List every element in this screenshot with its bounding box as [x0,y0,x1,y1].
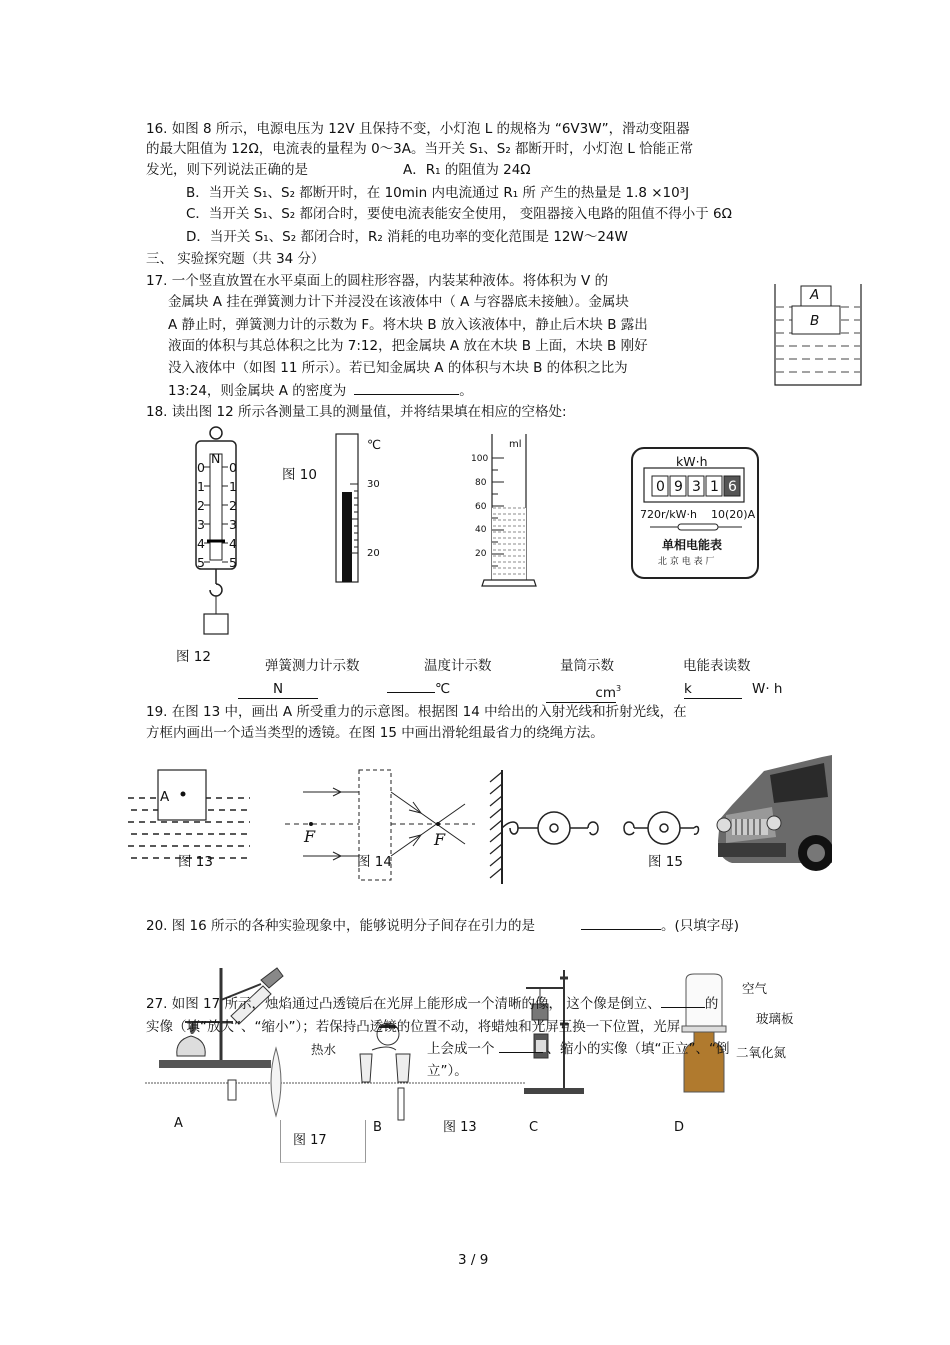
q17-line6-end: 。 [459,383,473,399]
q16-option-d: D．当开关 S₁、S₂ 都闭合时，R₂ 消耗的电功率的变化范围是 12W～24W [186,229,628,245]
q27-blank2[interactable] [499,1052,543,1053]
q27-line3-text: 上会成一个 [427,1041,495,1057]
q16-line3: 发光，则下列说法正确的是 [146,162,308,178]
meter-maker: 北 京 电 表 厂 [658,557,715,567]
q17-line3: A 静止时，弹簧测力计的示数为 F。将木块 B 放入该液体中，静止后木块 B 露出 [168,317,648,333]
fig11-label-a: A [810,287,820,303]
q27-line2: 实像（填“放大”、“缩小”）；若保持凸透镜的位置不动，将蜡烛和光屏互换一下位置，光屏 [146,1019,681,1035]
q19-line2: 方框内画出一个适当类型的透镜。在图 15 中画出滑轮组最省力的绕绳方法。 [146,725,604,741]
thermo-30: 30 [367,479,380,490]
q20-line1 [146,917,739,935]
fig10-label: 图 10 [282,467,317,483]
caption-fig13: 图 13 [443,1120,477,1135]
caption-d: D [674,1120,685,1135]
q27-line1-text: 27. 如图 17 所示，烛焰通过凸透镜后在光屏上能形成一个清晰的像， 这个像是倒立、 [146,996,661,1012]
spring-tick-l0: 0 [197,460,205,475]
cyl-40: 40 [475,525,487,535]
fig13-label-a: A [160,789,170,805]
thermo-20: 20 [367,548,380,559]
fig13-caption: 图 13 [178,854,213,870]
cyl-unit: ml [509,439,522,450]
meter-digit-1: 9 [674,479,683,495]
answer-meter-k: k [684,680,742,699]
meter-digit-0: 0 [656,479,665,495]
label-temp: 温度计示数 [424,658,492,674]
spring-tick-r5: 5 [229,555,237,570]
car-image [712,745,832,873]
q17-answer-blank[interactable] [354,394,459,395]
q27-line3-mid: 、缩小的实像（填“正立”、“倒 [546,1041,730,1057]
meter-digit-2: 3 [692,479,701,495]
answer-cyl[interactable] [546,680,621,703]
label-air: 空气 [742,981,768,996]
meter-spec1: 720r/kW·h [640,508,697,521]
caption-c: C [529,1120,539,1135]
spring-tick-l3: 3 [197,517,205,532]
caption-a: A [174,1116,183,1131]
meter-name: 单相电能表 [662,538,723,552]
spring-tick-l5: 5 [197,555,205,570]
q17-line6-text: 13:24，则金属块 A 的密度为 [168,383,347,399]
q27-line1 [146,995,718,1013]
answer-meter[interactable] [684,680,783,699]
label-hot-water: 热水 [311,1042,337,1057]
candle [226,1074,238,1102]
answer-cyl-sup: 3 [616,684,622,693]
q16-line2: 的最大阻值为 12Ω，电流表的量程为 0～3A。当开关 S₁、S₂ 都断开时，小灯泡 L 恰能正常 [146,141,694,157]
optical-bench-line [145,1080,525,1086]
label-spring: 弹簧测力计示数 [265,658,360,674]
spring-scale-n: N [211,451,221,466]
cyl-100: 100 [471,454,489,464]
q16-option-b: B．当开关 S₁、S₂ 都断开时，在 10min 内电流通过 R₁ 所 产生的热量是 1.8 ×10³J [186,185,690,201]
q16-line1: 16. 如图 8 所示，电源电压为 12V 且保持不变，小灯泡 L 的规格为 “6V3W”，滑动变阻器 [146,121,690,137]
q17-line2: 金属块 A 挂在弹簧测力计下并浸没在该液体中（ A 与容器底未接触）。金属块 [168,294,629,310]
meter-spec2: 10(20)A [711,508,756,521]
q17-line4: 液面的体积与其总体积之比为 7:12，把金属块 A 放在木块 B 上面，木块 B 刚好 [168,338,648,354]
meter-unit: kW·h [676,454,708,469]
label-no2: 二氧化氮 [736,1045,787,1060]
page-number: 3 / 9 [458,1252,489,1268]
label-cyl: 量筒示数 [560,658,614,674]
q17-line5: 没入液体中（如图 11 所示）。若已知金属块 A 的体积与木块 B 的体积之比为 [168,360,628,376]
label-meter: 电能表读数 [683,658,751,674]
q16-option-a: A．R₁ 的阻值为 24Ω [403,162,531,178]
cyl-60: 60 [475,502,487,512]
meter-digit-4: 6 [728,479,737,495]
q20-answer-blank[interactable] [581,929,661,930]
fig14-caption: 图 14 [357,854,392,870]
section-title: 三、 实验探究题（共 34 分） [146,251,325,267]
label-glass: 玻璃板 [756,1011,794,1026]
answer-cyl-unit: cm [546,684,616,703]
q20-line1-text: 20. 图 16 所示的各种实验现象中，能够说明分子间存在引力的是 [146,918,536,934]
fig12-label: 图 12 [176,649,211,665]
convex-lens [266,1046,286,1118]
spring-tick-r1: 1 [229,479,237,494]
q18-line1: 18. 读出图 12 所示各测量工具的测量值，并将结果填在相应的空格处: [146,404,567,420]
q16-option-c: C．当开关 S₁、S₂ 都闭合时，要使电流表能安全使用， 变阻器接入电路的阻值不得小于 6Ω [186,206,732,222]
q17-line1: 17. 一个竖直放置在水平桌面上的圆柱形容器，内装某种液体。将体积为 V 的 [146,273,609,289]
fig17-caption: 图 17 [293,1133,327,1148]
caption-b: B [373,1120,382,1135]
cyl-80: 80 [475,478,487,488]
figure-d-bottles [676,972,736,1096]
fig15-caption: 图 15 [648,854,683,870]
fig14-f-right: F [434,830,446,849]
thermo-unit: ℃ [367,437,382,452]
answer-spring[interactable] [238,680,318,699]
q27-blank1[interactable] [661,1007,705,1008]
spring-tick-l4: 4 [197,536,205,551]
light-screen [396,1086,408,1122]
fig14-f-left: F [304,827,316,846]
spring-tick-r2: 2 [229,498,237,513]
spring-tick-l1: 1 [197,479,205,494]
answer-temp-unit: ℃ [435,681,451,697]
answer-temp[interactable] [387,680,450,698]
fig11-label-b: B [810,313,820,329]
answer-meter-unit: W· h [752,681,783,697]
q19-line1: 19. 在图 13 中，画出 A 所受重力的示意图。根据图 14 中给出的入射光线和折射光线，在 [146,704,687,720]
answer-spring-unit: N [238,680,318,699]
q27-line3 [427,1040,729,1058]
q27-line1-end: 的 [704,996,719,1012]
spring-tick-r4: 4 [229,536,237,551]
q17-line6 [168,382,473,400]
meter-digit-3: 1 [710,479,719,495]
spring-tick-r3: 3 [229,517,237,532]
spring-tick-l2: 2 [197,498,205,513]
cyl-20: 20 [475,549,487,559]
answer-temp-blank [387,692,435,693]
q20-line1-end: 。(只填字母) [661,918,740,934]
spring-tick-r0: 0 [229,460,237,475]
q27-line4: 立”）。 [427,1063,468,1079]
